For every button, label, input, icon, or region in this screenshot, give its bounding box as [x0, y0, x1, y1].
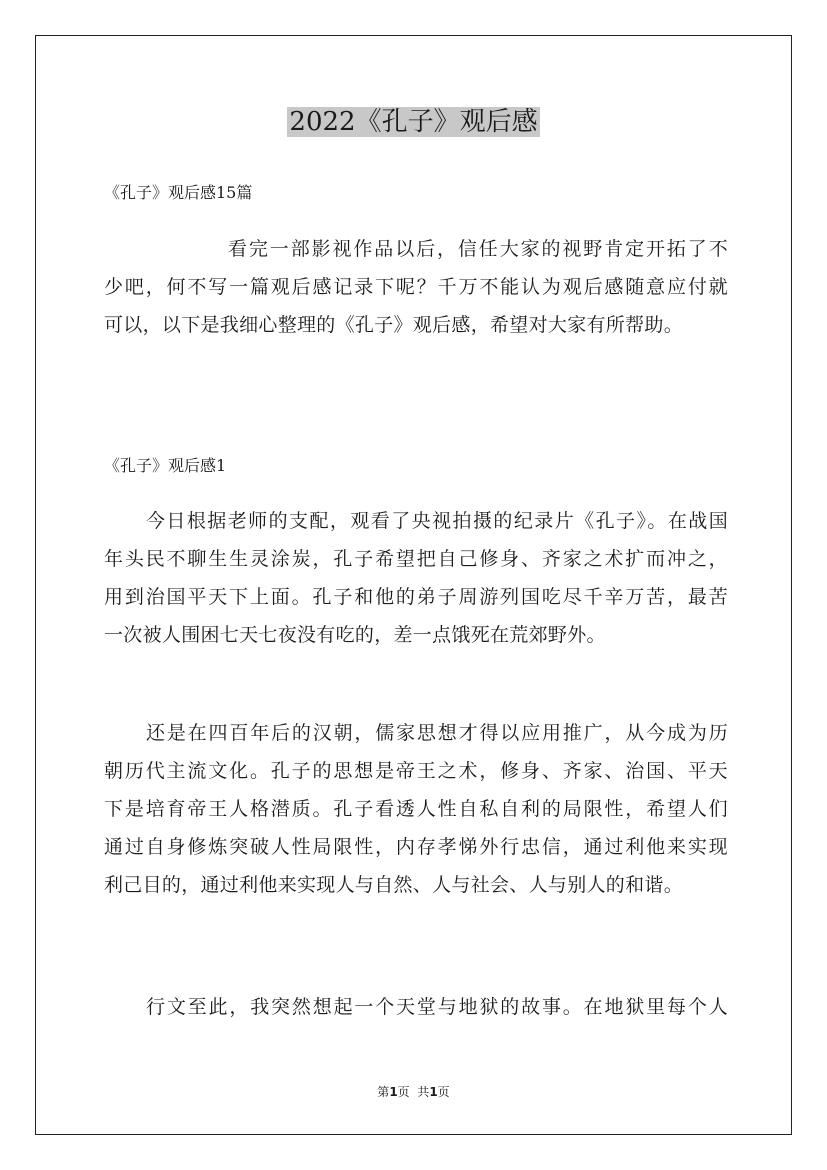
section-heading: 《孔子》观后感1: [104, 456, 227, 475]
document-subtitle: 《孔子》观后感15篇: [104, 183, 253, 202]
intro-line: 可以，以下是我细心整理的《孔子》观后感，希望对大家有所帮助。: [104, 314, 684, 336]
footer-page-suffix: 页: [437, 1085, 450, 1099]
paragraph-line: 年头民不聊生生灵涂炭，孔子希望把自己修身、齐家之术扩而冲之，: [104, 548, 728, 570]
paragraph-1: [104, 502, 728, 654]
document-title: [0, 104, 827, 140]
paragraph-line: 朝历代主流文化。孔子的思想是帝王之术，修身、齐家、治国、平天: [104, 760, 728, 782]
paragraph-line: 一次被人围困七天七夜没有吃的，差一点饿死在荒郊野外。: [104, 624, 606, 646]
paragraph-line: 还是在四百年后的汉朝，儒家思想才得以应用推广，从今成为历: [146, 722, 728, 744]
intro-line: 看完一部影视作品以后，信任大家的视野肯定开拓了不: [228, 238, 728, 260]
page-footer: [0, 1084, 827, 1100]
paragraph-2: [104, 714, 728, 904]
intro-line: 少吧，何不写一篇观后感记录下呢？千万不能认为观后感随意应付就: [104, 276, 728, 298]
paragraph-line: 今日根据老师的支配，观看了央视拍摄的纪录片《孔子》。在战国: [146, 510, 728, 532]
paragraph-line: 下是培育帝王人格潜质。孔子看透人性自私自利的局限性，希望人们: [104, 798, 728, 820]
paragraph-line: 用到治国平天下上面。孔子和他的弟子周游列国吃尽千辛万苦，最苦: [104, 586, 728, 608]
intro-paragraph: [104, 230, 728, 344]
document-title-text: 2022《孔子》观后感: [289, 107, 538, 137]
footer-total-pages: 1: [429, 1085, 438, 1099]
footer-page-number: 1: [389, 1085, 398, 1099]
paragraph-line: 利己目的，通过利他来实现人与自然、人与社会、人与别人的和谐。: [104, 874, 684, 896]
footer-page-mid: 页 共: [397, 1085, 430, 1099]
paragraph-line: 行文至此，我突然想起一个天堂与地狱的故事。在地狱里每个人: [146, 996, 728, 1018]
paragraph-line: 通过自身修炼突破人性局限性，内存孝悌外行忠信，通过利他来实现: [104, 836, 728, 858]
footer-page-prefix: 第: [377, 1085, 390, 1099]
paragraph-3: [104, 988, 728, 1026]
